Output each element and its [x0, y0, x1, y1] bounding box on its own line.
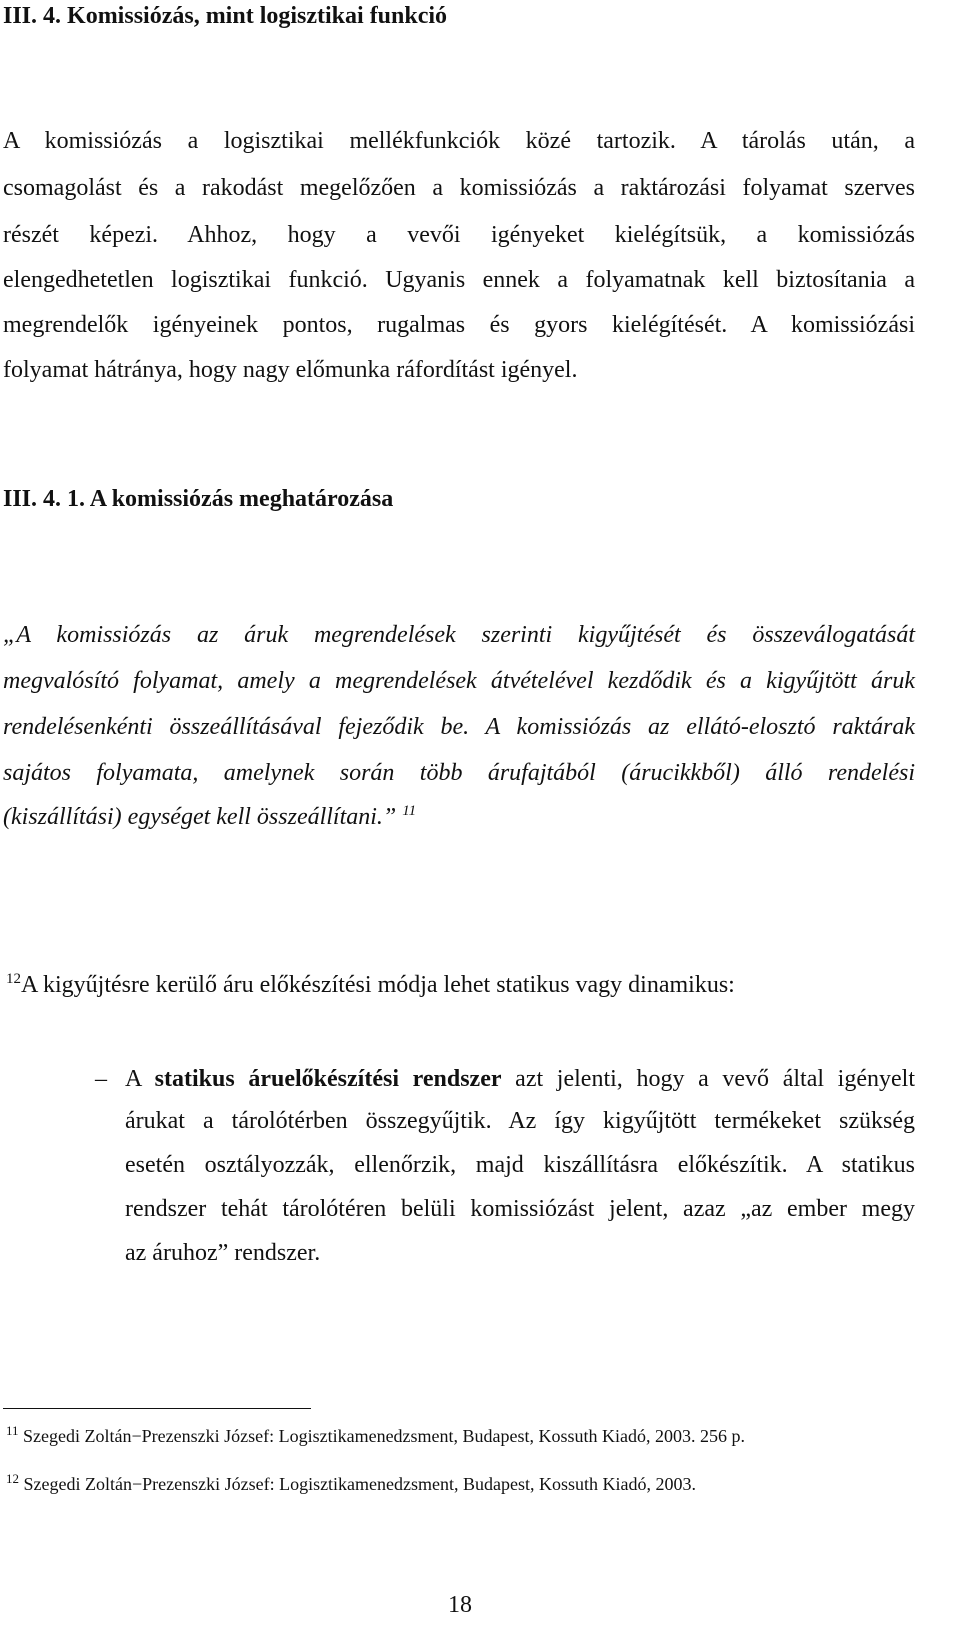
bullet-line: az áruhoz” rendszer. [125, 1240, 321, 1266]
bullet-text-start: A [125, 1066, 155, 1092]
bullet-line: rendszer tehát tárolótéren belüli komissiózást jelent, azaz „az ember megy [125, 1196, 915, 1222]
intro-line: megrendelők igényeinek pontos, rugalmas és gyors kielégítését. A komissiózási [3, 312, 915, 338]
intro-line: csomagolást és a rakodást megelőzően a komissiózás a raktározási folyamat szerves [3, 175, 915, 201]
footnote-12 [6, 1473, 696, 1495]
footnote-text: Szegedi Zoltán−Prezenszki József: Logisztikamenedzsment, Budapest, Kossuth Kiadó, 2003. 256 p. [23, 1426, 746, 1446]
preparation-sentence [6, 970, 735, 1000]
footnote-ref-12[interactable]: 12 [6, 971, 21, 987]
section-heading: III. 4. Komissiózás, mint logisztikai funkció [3, 3, 448, 29]
intro-line: folyamat hátránya, hogy nagy előmunka ráfordítást igényel. [3, 357, 578, 383]
preparation-text: A kigyűjtésre kerülő áru előkészítési módja lehet statikus vagy dinamikus: [21, 972, 735, 998]
intro-line: A komissiózás a logisztikai mellékfunkciók közé tartozik. A tárolás után, a [3, 128, 915, 154]
quote-line: rendelésenkénti összeállításával fejeződik be. A komissiózás az ellátó-elosztó raktárak [3, 714, 915, 740]
quote-line: sajátos folyamata, amelynek során több árufajtából (árucikkből) álló rendelési [3, 760, 915, 786]
page-number: 18 [448, 1592, 472, 1618]
footnote-number: 12 [6, 1471, 19, 1486]
footnote-11 [6, 1425, 745, 1447]
footnote-number: 11 [6, 1423, 19, 1438]
quote-line [3, 802, 416, 832]
bullet-text-rest: azt jelenti, hogy a vevő által igényelt [501, 1066, 915, 1092]
footnote-ref-11[interactable]: 11 [402, 803, 417, 819]
bullet-line: esetén osztályozzák, ellenőrzik, majd kiszállításra előkészítik. A statikus [125, 1152, 915, 1178]
quote-line: „A komissiózás az áruk megrendelések szerinti kigyűjtését és összeválogatását [3, 622, 915, 648]
quote-last-text: (kiszállítási) egységet kell összeállítani.” [3, 804, 397, 830]
intro-line: részét képezi. Ahhoz, hogy a vevői igényeket kielégítsük, a komissiózás [3, 222, 915, 248]
quote-line: megvalósító folyamat, amely a megrendelések átvételével kezdődik és a kigyűjtött áruk [3, 668, 915, 694]
bullet-line [125, 1064, 915, 1094]
bullet-line: árukat a tárolótérben összegyűjtik. Az így kigyűjtött termékeket szükség [125, 1108, 915, 1134]
footnote-separator [3, 1408, 311, 1409]
footnote-text: Szegedi Zoltán−Prezenszki József: Logisztikamenedzsment, Budapest, Kossuth Kiadó, 2003. [23, 1474, 697, 1494]
subsection-heading: III. 4. 1. A komissiózás meghatározása [3, 486, 394, 512]
intro-line: elengedhetetlen logisztikai funkció. Ugyanis ennek a folyamatnak kell biztosítania a [3, 267, 915, 293]
dash-marker: – [95, 1066, 107, 1092]
bullet-term: statikus áruelőkészítési rendszer [154, 1066, 502, 1092]
